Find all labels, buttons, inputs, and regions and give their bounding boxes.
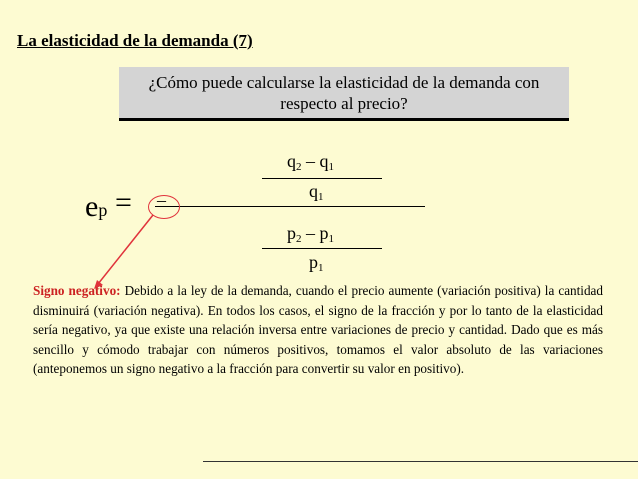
- footer-divider: [203, 461, 638, 462]
- explanation-body: Debido a la ley de la demanda, cuando el precio aumente (variación positiva) la cantidad disminuirá (variación negativa). En todos los casos, el signo de la fracción y por lo tanto de la elasticidad sería negativo, ya que existe una relación inversa entre variaciones de precio y cantidad. Dado que es más sencillo y cómodo trabajar con números positivos, tomamos el valor absoluto de las variaciones (anteponemos un signo negativo a la fracción para convertir su valor en positivo).: [33, 283, 604, 377]
- elasticity-symbol: ep: [85, 190, 108, 223]
- q-change-numerator: $q_2 - q_1$: [287, 151, 334, 173]
- p-denominator: $p_1$: [309, 252, 324, 274]
- slide-title: La elasticidad de la demanda (7): [17, 31, 253, 50]
- p-change-numerator: $p_2 - p_1$: [287, 223, 334, 245]
- explanation-lead: Signo negativo:: [33, 283, 121, 298]
- q-denominator: $q_1$: [309, 181, 324, 203]
- negative-sign: –: [157, 190, 166, 210]
- equals-sign: =: [115, 186, 132, 219]
- explanation-paragraph: [33, 281, 603, 379]
- question-text: ¿Cómo puede calcularse la elasticidad de la demanda con respecto al precio?: [148, 73, 540, 113]
